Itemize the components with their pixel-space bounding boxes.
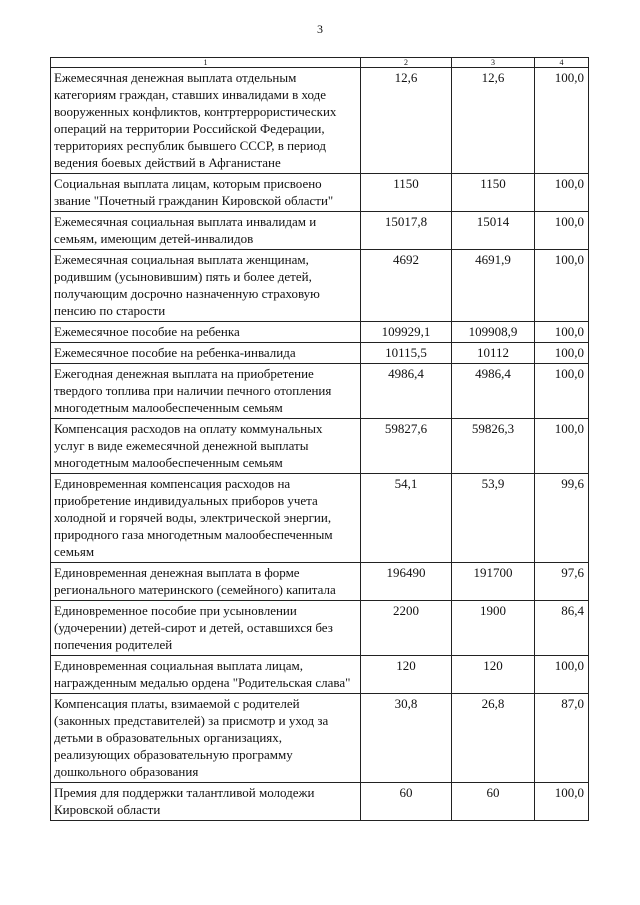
row-name-cell: Ежемесячная денежная выплата отдельным категориям граждан, ставших инвалидами в ходе вооруженных конфликтов, контртеррористических операций на территории Российской Федерации, территориях республик бывшего СССР, в период ведения боевых действий в Афганистане: [51, 68, 361, 174]
column-header-1: 1: [51, 58, 361, 68]
row-value-actual-cell: 26,8: [452, 694, 535, 783]
row-value-plan-cell: 2200: [361, 601, 452, 656]
row-value-plan-cell: 12,6: [361, 68, 452, 174]
row-value-plan-cell: 4986,4: [361, 364, 452, 419]
table-row: [51, 694, 589, 783]
row-value-actual-cell: 4986,4: [452, 364, 535, 419]
row-value-actual-cell: 10112: [452, 343, 535, 364]
row-percent-cell: 87,0: [535, 694, 589, 783]
row-value-plan-cell: 59827,6: [361, 419, 452, 474]
row-value-plan-cell: 60: [361, 783, 452, 821]
table-row: [51, 250, 589, 322]
row-value-plan-cell: 109929,1: [361, 322, 452, 343]
table-row: [51, 68, 589, 174]
row-name-cell: Ежегодная денежная выплата на приобретение твердого топлива при наличии печного отопления многодетным малообеспеченным семьям: [51, 364, 361, 419]
row-name-cell: Единовременная социальная выплата лицам, награжденным медалью ордена "Родительская слава": [51, 656, 361, 694]
row-percent-cell: 97,6: [535, 563, 589, 601]
column-header-3: 3: [452, 58, 535, 68]
row-percent-cell: 100,0: [535, 783, 589, 821]
table-row: [51, 364, 589, 419]
table-row: [51, 419, 589, 474]
table-row: [51, 474, 589, 563]
row-name-cell: Единовременная компенсация расходов на приобретение индивидуальных приборов учета холодной и горячей воды, электрической энергии, природного газа многодетным малообеспеченным семьям: [51, 474, 361, 563]
page-number: 3: [317, 22, 323, 36]
row-percent-cell: 86,4: [535, 601, 589, 656]
row-value-actual-cell: 1900: [452, 601, 535, 656]
table-body: [51, 68, 589, 821]
table-row: [51, 322, 589, 343]
row-value-actual-cell: 15014: [452, 212, 535, 250]
row-percent-cell: 100,0: [535, 343, 589, 364]
row-value-actual-cell: 191700: [452, 563, 535, 601]
row-name-cell: Компенсация платы, взимаемой с родителей (законных представителей) за присмотр и уход за детьми в образовательных организациях, реализующих образовательную программу дошкольного образования: [51, 694, 361, 783]
column-header-4: 4: [535, 58, 589, 68]
row-percent-cell: 100,0: [535, 322, 589, 343]
row-percent-cell: 100,0: [535, 174, 589, 212]
row-value-plan-cell: 54,1: [361, 474, 452, 563]
row-value-actual-cell: 59826,3: [452, 419, 535, 474]
row-value-actual-cell: 60: [452, 783, 535, 821]
row-percent-cell: 99,6: [535, 474, 589, 563]
row-value-actual-cell: 4691,9: [452, 250, 535, 322]
row-name-cell: Ежемесячная социальная выплата женщинам, родившим (усыновившим) пять и более детей, получающим досрочно назначенную страховую пенсию по старости: [51, 250, 361, 322]
row-value-actual-cell: 109908,9: [452, 322, 535, 343]
row-name-cell: Социальная выплата лицам, которым присвоено звание "Почетный гражданин Кировской области": [51, 174, 361, 212]
row-value-plan-cell: 10115,5: [361, 343, 452, 364]
row-value-plan-cell: 15017,8: [361, 212, 452, 250]
row-value-actual-cell: 1150: [452, 174, 535, 212]
column-header-2: 2: [361, 58, 452, 68]
row-value-plan-cell: 4692: [361, 250, 452, 322]
table-row: [51, 174, 589, 212]
table-row: [51, 212, 589, 250]
row-percent-cell: 100,0: [535, 68, 589, 174]
row-value-actual-cell: 12,6: [452, 68, 535, 174]
table-row: [51, 343, 589, 364]
row-name-cell: Ежемесячное пособие на ребенка-инвалида: [51, 343, 361, 364]
row-value-plan-cell: 196490: [361, 563, 452, 601]
row-percent-cell: 100,0: [535, 212, 589, 250]
row-percent-cell: 100,0: [535, 419, 589, 474]
data-table: [50, 57, 589, 821]
row-name-cell: Ежемесячная социальная выплата инвалидам и семьям, имеющим детей-инвалидов: [51, 212, 361, 250]
row-name-cell: Компенсация расходов на оплату коммунальных услуг в виде ежемесячной денежной выплаты многодетным малообеспеченным семьям: [51, 419, 361, 474]
table-row: [51, 656, 589, 694]
row-percent-cell: 100,0: [535, 656, 589, 694]
row-percent-cell: 100,0: [535, 250, 589, 322]
table-header-row: [51, 58, 589, 68]
row-value-plan-cell: 30,8: [361, 694, 452, 783]
row-value-actual-cell: 120: [452, 656, 535, 694]
row-name-cell: Единовременное пособие при усыновлении (удочерении) детей-сирот и детей, оставшихся без попечения родителей: [51, 601, 361, 656]
row-value-plan-cell: 120: [361, 656, 452, 694]
row-name-cell: Премия для поддержки талантливой молодежи Кировской области: [51, 783, 361, 821]
table-row: [51, 601, 589, 656]
row-value-plan-cell: 1150: [361, 174, 452, 212]
row-name-cell: Ежемесячное пособие на ребенка: [51, 322, 361, 343]
table-row: [51, 783, 589, 821]
row-percent-cell: 100,0: [535, 364, 589, 419]
row-name-cell: Единовременная денежная выплата в форме регионального материнского (семейного) капитала: [51, 563, 361, 601]
row-value-actual-cell: 53,9: [452, 474, 535, 563]
table-row: [51, 563, 589, 601]
